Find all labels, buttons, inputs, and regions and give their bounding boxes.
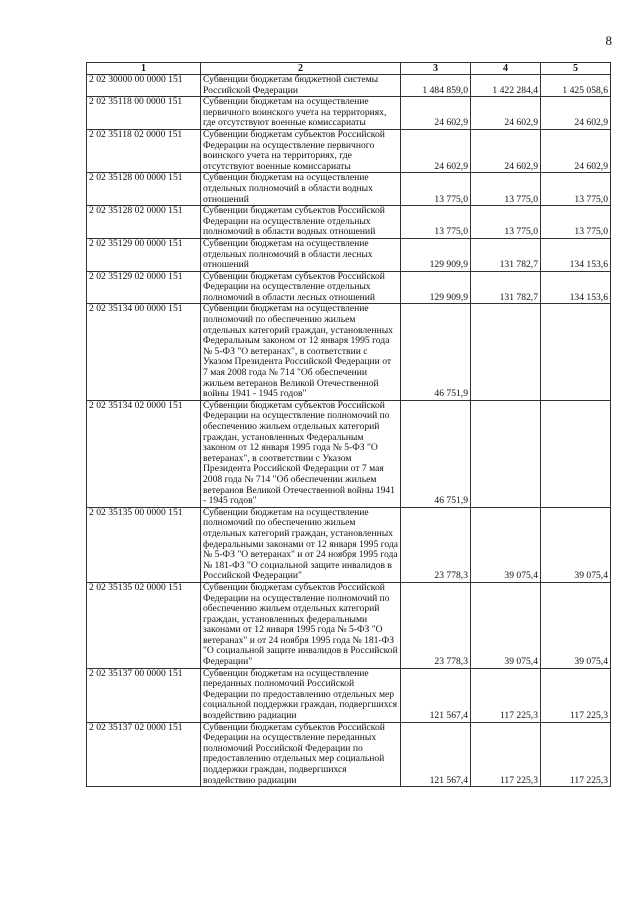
table-row [87,238,611,271]
value-cell-1: 129 909,9 [401,271,471,304]
code-cell: 2 02 35135 00 0000 151 [87,507,201,582]
header-col-4: 4 [471,63,541,75]
code-cell: 2 02 35137 00 0000 151 [87,668,201,722]
name-cell: Субвенции бюджетам на осуществление отдельных полномочий в области водных отношений [201,173,401,206]
code-cell: 2 02 35118 00 0000 151 [87,97,201,130]
value-cell-3 [541,304,611,400]
table-row [87,173,611,206]
value-cell-2: 117 225,3 [471,722,541,787]
value-cell-2: 117 225,3 [471,668,541,722]
name-cell: Субвенции бюджетам бюджетной системы Российской Федерации [201,75,401,97]
value-cell-3: 24 602,9 [541,97,611,130]
code-cell: 2 02 30000 00 0000 151 [87,75,201,97]
code-cell: 2 02 35129 02 0000 151 [87,271,201,304]
value-cell-2: 1 422 284,4 [471,75,541,97]
name-cell: Субвенции бюджетам субъектов Российской Федерации на осуществление полномочий по обеспечению жильем отдельных категорий граждан, установленных Федеральным законом от 12 января 1995 года № 5-ФЗ "О ветеранах", в соответствии с Указом Президента Российской Федерации от 7 мая 2008 года № 714 "Об обеспечении жильем ветеранов Великой Отечественной войны 1941 - 1945 годов" [201,400,401,507]
code-cell: 2 02 35137 02 0000 151 [87,722,201,787]
code-cell: 2 02 35134 00 0000 151 [87,304,201,400]
name-cell: Субвенции бюджетам субъектов Российской Федерации на осуществление полномочий по обеспечению жильем отдельных категорий граждан, установленных федеральными законами от 12 января 1995 года № 5-ФЗ "О ветеранах" и от 24 ноября 1995 года № 181-ФЗ "О социальной защите инвалидов в Российской Федерации" [201,582,401,668]
table-row [87,129,611,172]
table-row [87,304,611,400]
value-cell-3: 39 075,4 [541,507,611,582]
value-cell-2 [471,400,541,507]
name-cell: Субвенции бюджетам на осуществление полномочий по обеспечению жильем отдельных категорий граждан, установленных федеральными законами от 12 января 1995 года № 5-ФЗ "О ветеранах" и от 24 ноября 1995 года № 181-ФЗ "О социальной защите инвалидов в Российской Федерации" [201,507,401,582]
table-row [87,582,611,668]
value-cell-1: 24 602,9 [401,129,471,172]
value-cell-2: 24 602,9 [471,129,541,172]
table-row [87,507,611,582]
header-col-1: 1 [87,63,201,75]
value-cell-3 [541,400,611,507]
header-col-2: 2 [201,63,401,75]
name-cell: Субвенции бюджетам на осуществление переданных полномочий Российской Федерации по предоставлению отдельных мер социальной поддержки граждан, подвергшихся воздействию радиации [201,668,401,722]
value-cell-2: 13 775,0 [471,206,541,239]
value-cell-3: 117 225,3 [541,722,611,787]
value-cell-3: 117 225,3 [541,668,611,722]
header-col-3: 3 [401,63,471,75]
value-cell-2: 24 602,9 [471,97,541,130]
name-cell: Субвенции бюджетам на осуществление полномочий по обеспечению жильем отдельных категорий граждан, установленных Федеральным законом от 12 января 1995 года № 5-ФЗ "О ветеранах", в соответствии с Указом Президента Российской Федерации от 7 мая 2008 года № 714 "Об обеспечении жильем ветеранов Великой Отечественной войны 1941 - 1945 годов" [201,304,401,400]
code-cell: 2 02 35135 02 0000 151 [87,582,201,668]
code-cell: 2 02 35128 02 0000 151 [87,206,201,239]
value-cell-1: 121 567,4 [401,668,471,722]
value-cell-1: 46 751,9 [401,400,471,507]
name-cell: Субвенции бюджетам на осуществление отдельных полномочий в области лесных отношений [201,238,401,271]
value-cell-1: 129 909,9 [401,238,471,271]
header-col-5: 5 [541,63,611,75]
value-cell-2: 39 075,4 [471,507,541,582]
table-row [87,400,611,507]
value-cell-2: 131 782,7 [471,271,541,304]
value-cell-1: 1 484 859,0 [401,75,471,97]
name-cell: Субвенции бюджетам субъектов Российской Федерации на осуществление отдельных полномочий в области водных отношений [201,206,401,239]
value-cell-1: 23 778,3 [401,507,471,582]
code-cell: 2 02 35134 02 0000 151 [87,400,201,507]
value-cell-1: 46 751,9 [401,304,471,400]
value-cell-3: 39 075,4 [541,582,611,668]
value-cell-1: 13 775,0 [401,173,471,206]
header-row [87,63,611,75]
name-cell: Субвенции бюджетам субъектов Российской Федерации на осуществление первичного воинского учета на территориях, где отсутствуют военные комиссариаты [201,129,401,172]
value-cell-3: 1 425 058,6 [541,75,611,97]
page-number: 8 [605,33,612,48]
value-cell-2: 39 075,4 [471,582,541,668]
value-cell-1: 121 567,4 [401,722,471,787]
table-row [87,668,611,722]
name-cell: Субвенции бюджетам субъектов Российской Федерации на осуществление переданных полномочий Российской Федерации по предоставлению отдельных мер социальной поддержки граждан, подвергшихся воздействию радиации [201,722,401,787]
table-row [87,271,611,304]
name-cell: Субвенции бюджетам субъектов Российской Федерации на осуществление отдельных полномочий в области лесных отношений [201,271,401,304]
value-cell-2 [471,304,541,400]
value-cell-2: 131 782,7 [471,238,541,271]
code-cell: 2 02 35118 02 0000 151 [87,129,201,172]
table-row [87,206,611,239]
name-cell: Субвенции бюджетам на осуществление первичного воинского учета на территориях, где отсутствуют военные комиссариаты [201,97,401,130]
value-cell-3: 24 602,9 [541,129,611,172]
budget-table [86,62,611,787]
value-cell-3: 134 153,6 [541,271,611,304]
value-cell-1: 23 778,3 [401,582,471,668]
table-row [87,75,611,97]
value-cell-3: 13 775,0 [541,206,611,239]
code-cell: 2 02 35129 00 0000 151 [87,238,201,271]
value-cell-2: 13 775,0 [471,173,541,206]
table-row [87,722,611,787]
table-row [87,97,611,130]
value-cell-3: 13 775,0 [541,173,611,206]
code-cell: 2 02 35128 00 0000 151 [87,173,201,206]
value-cell-1: 13 775,0 [401,206,471,239]
value-cell-3: 134 153,6 [541,238,611,271]
value-cell-1: 24 602,9 [401,97,471,130]
